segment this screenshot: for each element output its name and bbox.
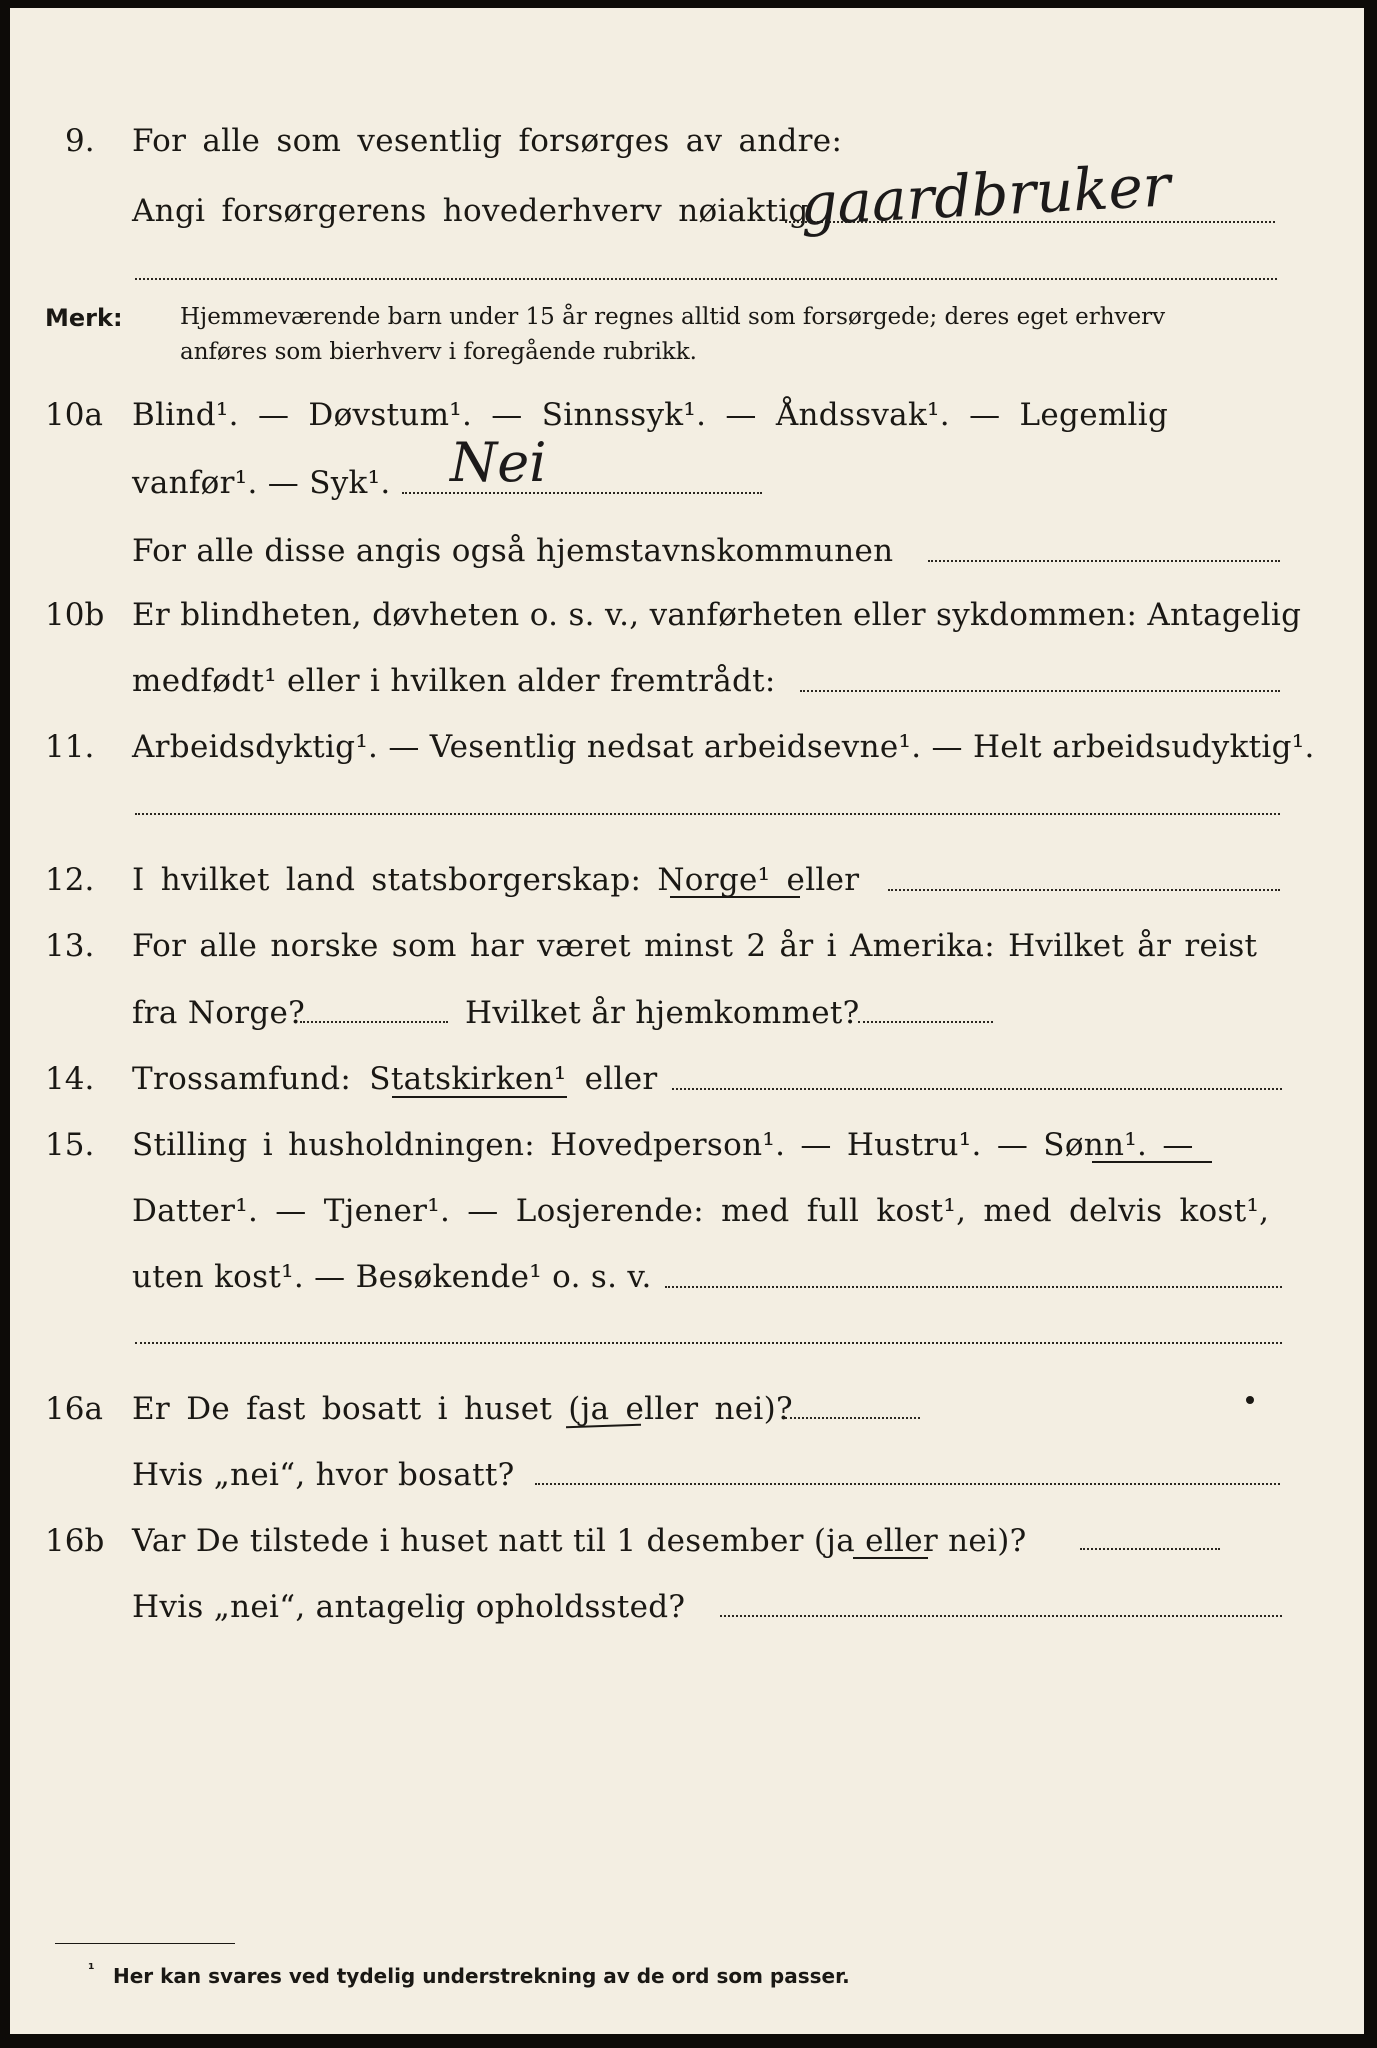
census-form-page (10, 8, 1364, 2034)
q13-line1: For alle norske som har været minst 2 år i Amerika: Hvilket år reist (132, 928, 1258, 964)
q9-line2: Angi forsørgerens hovederhverv nøiaktig (132, 193, 809, 229)
q9-separator (135, 278, 1277, 280)
q16b-opholdssted-line (720, 1615, 1282, 1617)
q16a-answer-line (785, 1417, 920, 1419)
footnote-rule (55, 1943, 235, 1944)
q10b-answer-line (800, 690, 1280, 692)
merk-line2: anføres som bierhverv i foregående rubrikk. (180, 339, 697, 365)
q15-separator (135, 1342, 1282, 1344)
q12-line1: I hvilket land statsborgerskap: Norge¹ eller (132, 862, 860, 898)
q15-sonn-underline (1092, 1161, 1212, 1163)
q12-norge-underline (670, 896, 800, 898)
merk-line1: Hjemmeværende barn under 15 år regnes alltid som forsørgede; deres eget erhverv (180, 304, 1166, 330)
merk-label: Merk: (45, 304, 123, 332)
q10b-line1: Er blindheten, døvheten o. s. v., vanførheten eller sykdommen: Antagelig (132, 597, 1302, 633)
q10b-line2: medfødt¹ eller i hvilken alder fremtrådt: (132, 663, 776, 699)
q14-line1: Trossamfund: Statskirken¹ eller (132, 1061, 658, 1097)
q10a-line3: For alle disse angis også hjemstavnskommunen (132, 533, 894, 569)
q13-number: 13. (45, 928, 95, 964)
q15-number: 15. (45, 1127, 95, 1163)
q14-number: 14. (45, 1061, 95, 1097)
q13-line2b: Hvilket år hjemkommet? (465, 995, 860, 1031)
q9-line1: For alle som vesentlig forsørges av andre: (132, 123, 843, 159)
q16b-line1: Var De tilstede i huset natt til 1 desember (ja eller nei)? (132, 1523, 1027, 1559)
q15-line3: uten kost¹. — Besøkende¹ o. s. v. (132, 1259, 652, 1295)
q13-reist-line (300, 1021, 448, 1023)
q12-number: 12. (45, 862, 95, 898)
q16a-line2: Hvis „nei“, hvor bosatt? (132, 1457, 515, 1493)
q11-line1: Arbeidsdyktig¹. — Vesentlig nedsat arbeidsevne¹. — Helt arbeidsudyktig¹. (132, 729, 1315, 765)
footnote-text: Her kan svares ved tydelig understrekning av de ord som passer. (113, 1964, 850, 1988)
q14-answer-line (672, 1088, 1282, 1090)
footnote-mark: ¹ (88, 1960, 95, 1978)
q13-line2a: fra Norge? (132, 995, 306, 1031)
q11-number: 11. (45, 729, 95, 765)
ink-dot (1246, 1396, 1254, 1404)
q10a-hjemstavn-line (928, 560, 1280, 562)
q10a-line2: vanfør¹. — Syk¹. (132, 465, 391, 501)
q10a-number: 10a (45, 397, 103, 433)
q16a-line1: Er De fast bosatt i huset (ja eller nei)? (132, 1391, 793, 1427)
q10b-number: 10b (45, 597, 105, 633)
q9-number: 9. (65, 123, 95, 159)
q15-answer-line (665, 1286, 1282, 1288)
q16b-line2: Hvis „nei“, antagelig opholdssted? (132, 1589, 686, 1625)
q11-separator (135, 813, 1280, 815)
q9-handwritten-answer: gaardbruker (798, 151, 1173, 239)
q16b-number: 16b (45, 1523, 105, 1559)
q15-line1: Stilling i husholdningen: Hovedperson¹. — Hustru¹. — Sønn¹. — (132, 1127, 1194, 1163)
q13-hjemkommet-line (858, 1021, 993, 1023)
q14-statskirken-underline (392, 1096, 567, 1098)
q16b-answer-line (1080, 1548, 1220, 1550)
q10a-line1: Blind¹. — Døvstum¹. — Sinnssyk¹. — Åndssvak¹. — Legemlig (132, 397, 1169, 433)
q10a-handwritten-answer: Nei (450, 431, 547, 494)
q16a-number: 16a (45, 1391, 103, 1427)
q15-line2: Datter¹. — Tjener¹. — Losjerende: med full kost¹, med delvis kost¹, (132, 1193, 1270, 1229)
q16b-ja-underline (853, 1557, 928, 1559)
q12-answer-line (888, 889, 1280, 891)
q16a-bosatt-line (535, 1483, 1280, 1485)
